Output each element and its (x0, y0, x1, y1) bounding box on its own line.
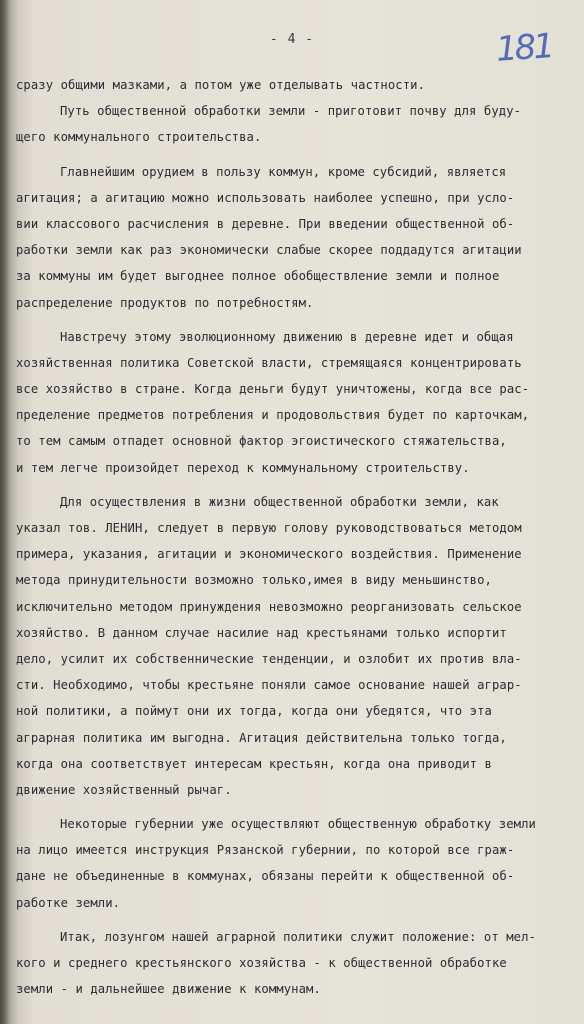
text-line: и тем легче произойдет переход к коммунальному строительству. (16, 460, 470, 475)
archive-folio-number: 181 (494, 26, 554, 70)
text-line: земли - и дальнейшее движение к коммунам. (16, 982, 321, 997)
text-line: дело, усилит их собственнические тенденции, и озлобит их против вла- (16, 651, 522, 666)
text-line: пределение предметов потребления и продовольствия будет по карточкам, (16, 408, 530, 423)
text-line: дане не объединенные в коммунах, обязаны перейти к общественной об- (16, 869, 515, 884)
text-line: Навстречу этому эволюционному движению в деревне идет и общая (60, 329, 514, 344)
text-line: распределение продуктов по потребностям. (16, 295, 314, 310)
text-line: Итак, лозунгом нашей аграрной политики служит положение: от мел- (60, 929, 536, 944)
text-line: сразу общими мазками, а потом уже отделывать частности. (16, 78, 426, 92)
binding-shadow (0, 0, 10, 1024)
text-line: сти. Необходимо, чтобы крестьяне поняли самое основание нашей аграр- (16, 678, 522, 693)
text-line: вии классового расчисления в деревне. При введении общественной об- (16, 216, 515, 231)
text-line: работки земли как раз экономически слабые скорее поддадутся агитации (16, 243, 522, 258)
text-line: метода принудительности возможно только,имея в виду меньшинство, (16, 573, 492, 588)
text-line: кого и среднего крестьянского хозяйства - к общественной обработке (16, 956, 507, 970)
text-line: щего коммунального строительства. (16, 130, 262, 145)
text-line: хозяйственная политика Советской власти, стремящаяся концентрировать (16, 355, 522, 370)
text-line: примера, указания, агитации и экономического воздействия. Применение (16, 547, 522, 562)
text-line: Для осуществления в жизни общественной обработки земли, как (60, 494, 499, 509)
text-line: Путь общественной обработки земли - приготовит почву для буду- (60, 104, 522, 119)
page-number: - 4 - (269, 32, 315, 47)
text-line: движение хозяйственный рычаг. (16, 782, 232, 797)
text-line: исключительно методом принуждения невозможно реорганизовать сельское (16, 599, 522, 614)
text-line: на лицо имеется инструкция Рязанской губернии, по которой все граж- (16, 843, 515, 858)
text-line: аграрная политика им выгодна. Агитация действительна только тогда, (16, 730, 507, 745)
text-line: то тем самым отпадет основной фактор эгоистического стяжательства, (16, 434, 507, 449)
text-line: указал тов. ЛЕНИН, следует в первую голову руководствоваться методом (16, 521, 522, 535)
text-line: агитация; а агитацию можно использовать наиболее успешно, при усло- (16, 190, 515, 205)
text-line: когда она соответствует интересам крестьян, когда она приводит в (16, 756, 492, 771)
text-line: Некоторые губернии уже осуществляют общественную обработку земли (60, 817, 536, 832)
text-line: за коммуны им будет выгоднее полное обобществление земли и полное (16, 269, 500, 284)
text-line: ной политики, а поймут они их тогда, когда они убедятся, что эта (16, 704, 492, 719)
text-line: все хозяйство в стране. Когда деньги будут уничтожены, когда все рас- (16, 382, 530, 397)
text-line: хозяйство. В данном случае насилие над крестьянами только испортит (16, 625, 507, 640)
text-line: Главнейшим орудием в пользу коммун, кроме субсидий, является (60, 164, 507, 179)
body-text (16, 72, 582, 1002)
text-line: работке земли. (16, 895, 121, 910)
